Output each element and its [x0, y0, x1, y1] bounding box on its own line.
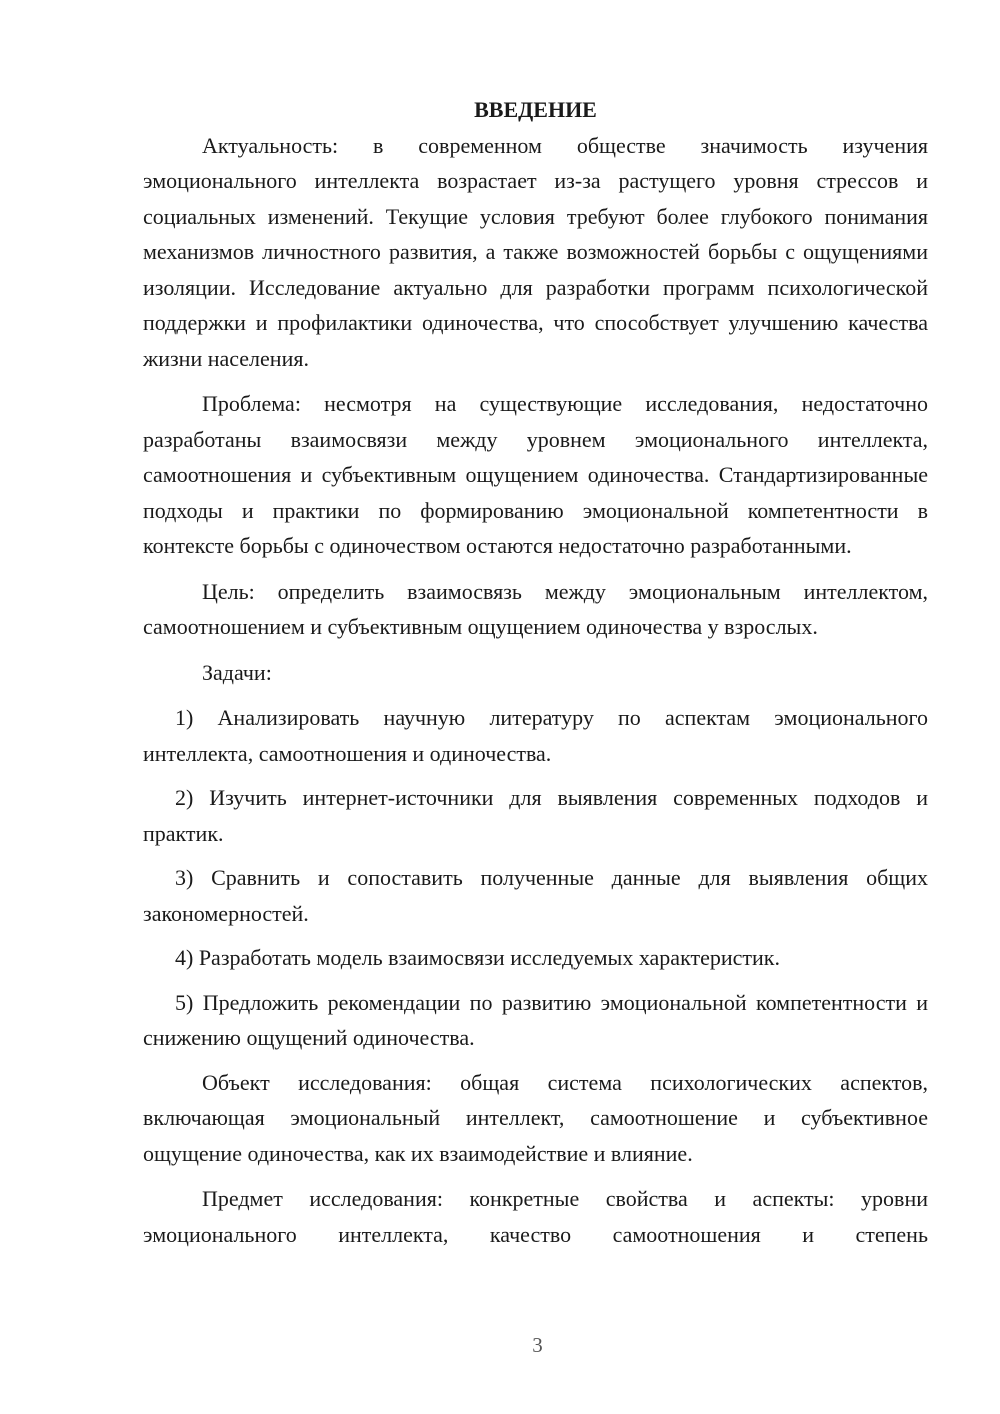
task-item-4: 4) Разработать модель взаимосвязи исследуемых характеристик.	[175, 945, 780, 970]
task-item-3: 3) Сравнить и сопоставить полученные данные для выявления общих закономерностей.	[143, 865, 928, 926]
relevance-paragraph: Актуальность: в современном обществе значимость изучения эмоционального интеллекта возрастает из-за растущего уровня стрессов и социальных изменений. Текущие условия требуют более глубокого понимания механизмов личностного развития, а также возможностей борьбы с ощущениями изоляции. Исследование актуально для разработки программ психологической поддержки и профилактики одиночества, что способствует улучшению качества жизни населения.	[143, 132, 928, 371]
section-title: ВВЕДЕНИЕ	[474, 97, 597, 122]
object-paragraph: Объект исследования: общая система психологических аспектов, включающая эмоциональный интеллект, самоотношение и субъективное ощущение одиночества, как их взаимодействие и влияние.	[143, 1069, 928, 1166]
subject-paragraph: Предмет исследования: конкретные свойства и аспекты: уровни эмоционального интеллекта, качество самоотношения и степень	[143, 1186, 928, 1247]
page-content	[143, 92, 928, 1252]
task-item-1: 1) Анализировать научную литературу по аспектам эмоционального интеллекта, самоотношения и одиночества.	[143, 705, 928, 766]
goal-paragraph: Цель: определить взаимосвязь между эмоциональным интеллектом, самоотношением и субъективным ощущением одиночества у взрослых.	[143, 578, 928, 639]
page-number: 3	[532, 1333, 543, 1357]
tasks-heading: Задачи:	[202, 659, 272, 685]
problem-paragraph: Проблема: несмотря на существующие исследования, недостаточно разработаны взаимосвязи между уровнем эмоционального интеллекта, самоотношения и субъективным ощущением одиночества. Стандартизированные подходы и практики по формированию эмоциональной компетентности в контексте борьбы с одиночеством остаются недостаточно разработанными.	[143, 391, 928, 558]
task-item-5: 5) Предложить рекомендации по развитию эмоциональной компетентности и снижению ощущений одиночества.	[143, 989, 928, 1050]
task-item-2: 2) Изучить интернет-источники для выявления современных подходов и практик.	[143, 785, 928, 846]
